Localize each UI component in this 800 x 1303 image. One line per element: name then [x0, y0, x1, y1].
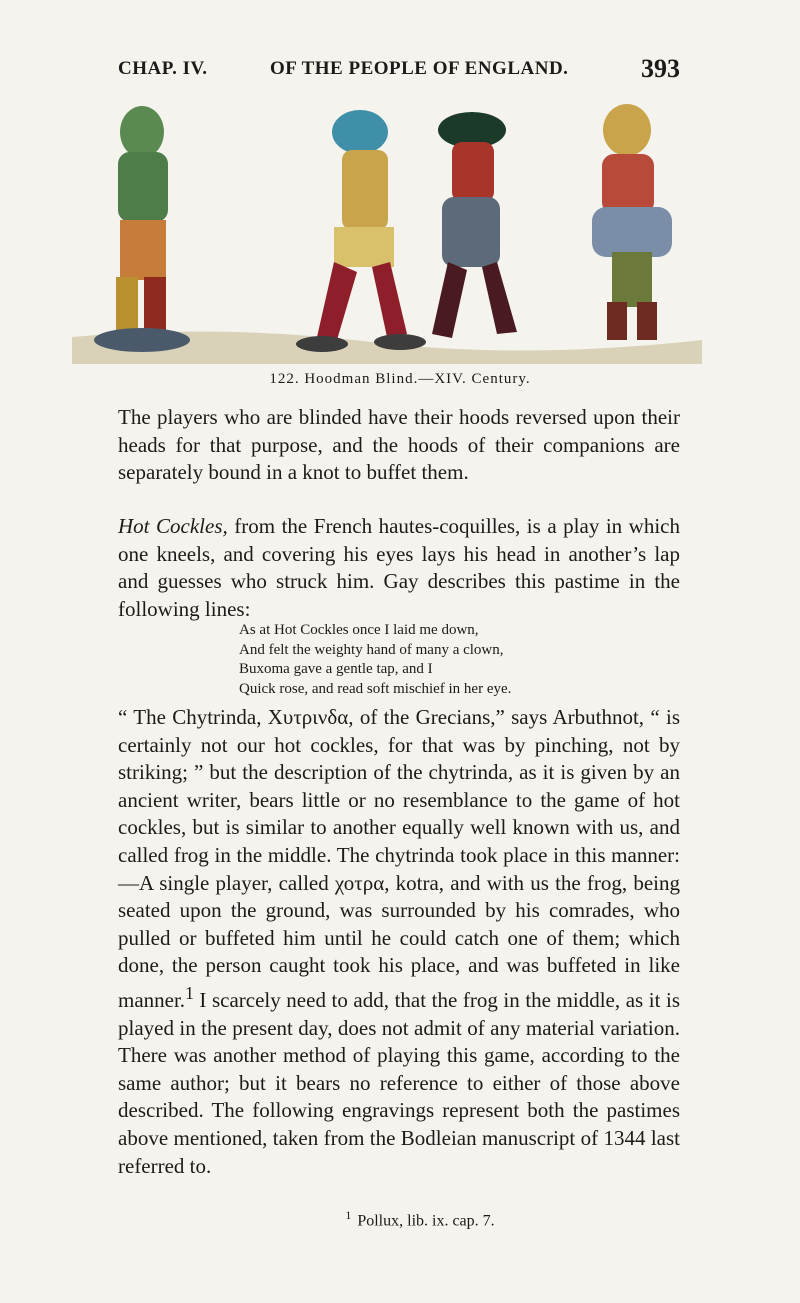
poem-line: Buxoma gave a gentle tap, and I: [239, 661, 433, 677]
running-title: OF THE PEOPLE OF ENGLAND.: [270, 58, 569, 79]
chapter-label: CHAP. IV.: [118, 58, 208, 79]
middle-right-figure: [432, 112, 517, 338]
footnote-reference: 1: [185, 982, 194, 1003]
middle-left-figure: [296, 110, 426, 352]
paragraph-3-text: “ The Chytrinda, Χυτρινδα, of the Grecians,” says Arbuthnot, “ is certainly not our hot cockles, for that was by pinching, not by striking; ” but the description of the chytrinda, as it is given by an ancient writer, bears little or no resemblance to the game of hot cockles, but is similar to another equally well known with us, and called frog in the middle. The chytrinda took place in this manner:—A single player, called χοτρα, kotra, and with us the frog, being seated upon the ground, was surrounded by his comrades, who pulled or buffeted him until he could catch one of them; which done, the person caught took his place, and was buffeted in like manner.: [118, 705, 680, 1012]
right-figure: [592, 104, 672, 340]
hot-cockles-term: Hot Cockles,: [118, 514, 228, 538]
paragraph-3-tail: I scarcely need to add, that the frog in the middle, as it is played in the present day, does not admit of any material variation. There was another method of playing this game, according to the same author; but it bears no reference to either of those above described. The following engravings represent both the pastimes above mentioned, taken from the Bodleian manuscript of 1344 last referred to.: [118, 987, 680, 1178]
footnote-text: Pollux, lib. ix. cap. 7.: [357, 1212, 495, 1230]
page-number: 393: [641, 54, 680, 83]
poem-line: Quick rose, and read soft mischief in her eye.: [239, 680, 512, 697]
paragraph-2: [118, 513, 680, 623]
poem-line: And felt the weighty hand of many a clown,: [239, 641, 504, 658]
figure-caption: 122. Hoodman Blind.—XIV. Century.: [269, 371, 531, 387]
poem-quotation: [239, 621, 511, 699]
left-figure: [94, 106, 190, 352]
paragraph-2-text: from the French hautes-coquilles, is a play in which one kneels, and covering his eyes lays his head in another’s lap and guesses who struck him. Gay describes this pastime in the following lines:: [118, 514, 680, 621]
footnote-mark: 1: [345, 1208, 352, 1222]
hoodman-blind-illustration: [72, 102, 702, 364]
footnote: [0, 1208, 800, 1230]
running-header: [118, 54, 680, 88]
paragraph-1: The players who are blinded have their hoods reversed upon their heads for that purpose, and the hoods of their companions are separately bound in a knot to buffet them.: [118, 405, 680, 485]
poem-line: As at Hot Cockles once I laid me down,: [239, 622, 479, 638]
paragraph-3: [118, 704, 680, 1180]
